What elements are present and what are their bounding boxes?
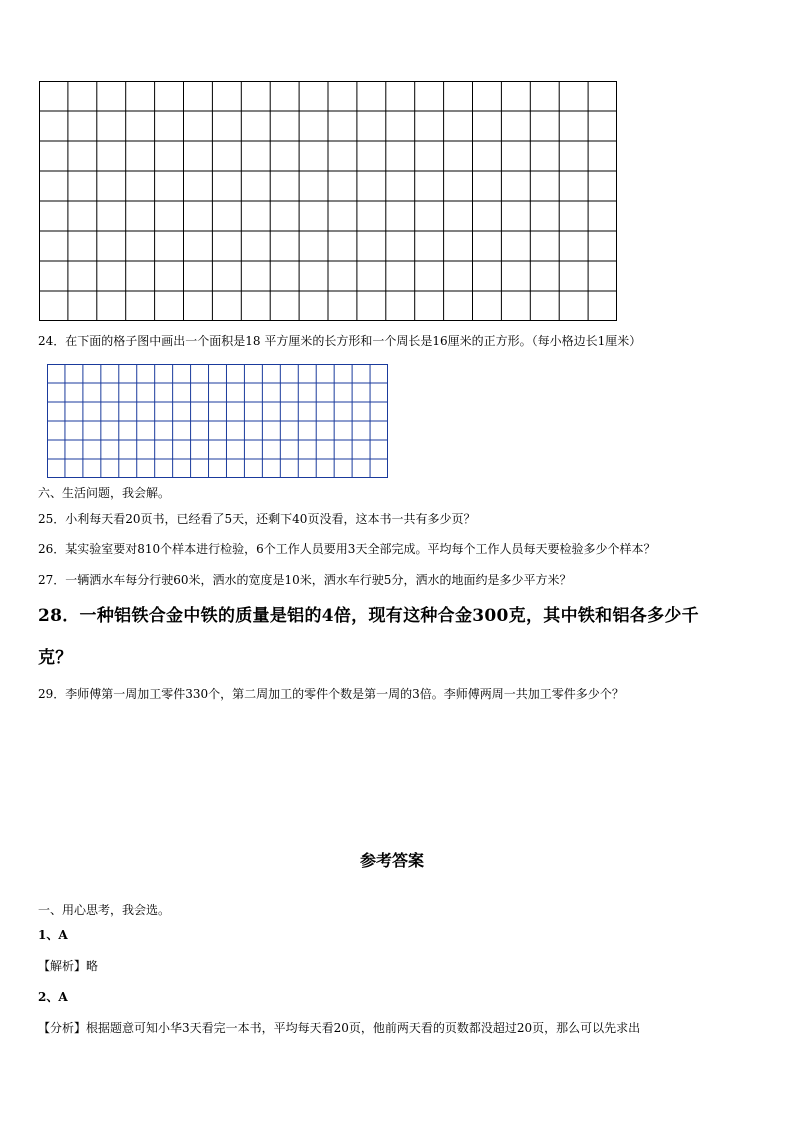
section-6-heading: 六、生活问题，我会解。 xyxy=(38,486,171,500)
answer-1: 1、A xyxy=(38,928,68,942)
question-27: 27．一辆洒水车每分行驶60米，洒水的宽度是10米，洒水车行驶5分，洒水的地面约是多少平方米？ xyxy=(38,573,572,587)
large-drawing-grid xyxy=(39,81,617,321)
question-24: 24．在下面的格子图中画出一个面积是18 平方厘米的长方形和一个周长是16厘米的正方形。（每小格边长1厘米） xyxy=(38,334,642,348)
answer-2-analysis: 【分析】根据题意可知小华3天看完一本书，平均每天看20页，他前两天看的页数都没超过20页，那么可以先求出 xyxy=(38,1021,641,1035)
question-26: 26．某实验室要对810个样本进行检验，6个工作人员要用3天全部完成。平均每个工作人员每天要检验多少个样本？ xyxy=(38,542,656,556)
small-drawing-grid xyxy=(47,364,388,478)
answer-section-1-heading: 一、用心思考，我会选。 xyxy=(38,903,171,917)
question-29: 29．李师傅第一周加工零件330个，第二周加工的零件个数是第一周的3倍。李师傅两周一共加工零件多少个？ xyxy=(38,687,624,701)
answer-2: 2、A xyxy=(38,990,68,1004)
answer-key-title: 参考答案 xyxy=(360,851,425,870)
answer-1-analysis: 【解析】略 xyxy=(38,959,99,973)
question-25: 25．小利每天看20页书，已经看了5天，还剩下40页没看，这本书一共有多少页？ xyxy=(38,512,476,526)
question-28-line-2: 克？ xyxy=(38,648,73,668)
question-28-line-1: 28．一种铝铁合金中铁的质量是铝的4倍，现有这种合金300克，其中铁和铝各多少千 xyxy=(38,606,699,626)
